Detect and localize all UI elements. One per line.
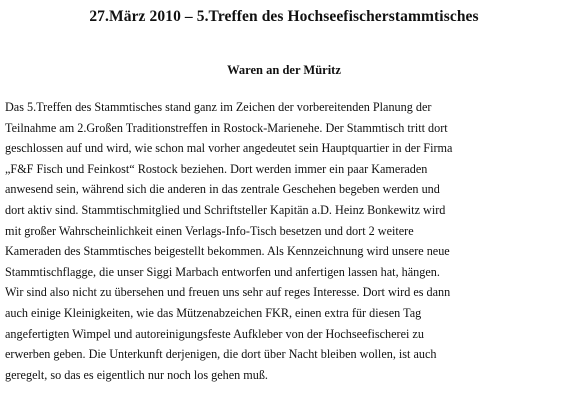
paragraph-line: Wir sind also nicht zu übersehen und freuen uns sehr auf reges Interesse. Dort wird es dann bbox=[5, 285, 451, 300]
document-subtitle: Waren an der Müritz bbox=[227, 63, 341, 77]
paragraph-line: mit großer Wahrscheinlichkeit einen Verlags-Info-Tisch besetzen und dort 2 weitere bbox=[5, 223, 414, 238]
document-title: 27.März 2010 – 5.Treffen des Hochseefischerstammtisches bbox=[89, 8, 479, 25]
paragraph-line: geschlossen auf und wird, wie schon mal vorher angedeutet sein Hauptquartier in der Firma bbox=[5, 141, 453, 156]
paragraph-line: dort aktiv sind. Stammtischmitglied und Schriftsteller Kapitän a.D. Heinz Bonkewitz wird bbox=[5, 202, 446, 217]
paragraph-line: angefertigten Wimpel und autoreinigungsfeste Aufkleber von der Hochseefischerei zu bbox=[5, 326, 424, 341]
paragraph-line: Kameraden des Stammtisches beigestellt bekommen. Als Kennzeichnung wird unsere neue bbox=[5, 244, 450, 259]
paragraph-line: geregelt, so das es eigentlich nur noch los gehen muß. bbox=[5, 367, 268, 382]
paragraph-line: erwerben geben. Die Unterkunft derjenigen, die dort über Nacht bleiben wollen, ist auch bbox=[5, 347, 437, 362]
paragraph-line: anwesend sein, während sich die anderen in das zentrale Geschehen begeben werden und bbox=[5, 182, 440, 197]
paragraph-line: Das 5.Treffen des Stammtisches stand ganz im Zeichen der vorbereitenden Planung der bbox=[5, 100, 432, 114]
paragraph-line: Stammtischflagge, die unser Siggi Marbach entworfen und anfertigen lassen hat, hängen. bbox=[5, 264, 440, 279]
body-paragraph bbox=[5, 97, 565, 385]
paragraph-line: Teilnahme am 2.Großen Traditionstreffen in Rostock-Marienehe. Der Stammtisch tritt dort bbox=[5, 120, 448, 135]
paragraph-line: „F&F Fisch und Feinkost“ Rostock beziehen. Dort werden immer ein paar Kameraden bbox=[5, 161, 428, 176]
paragraph-line: auch einige Kleinigkeiten, wie das Mützenabzeichen FKR, einen extra für diesen Tag bbox=[5, 305, 422, 320]
